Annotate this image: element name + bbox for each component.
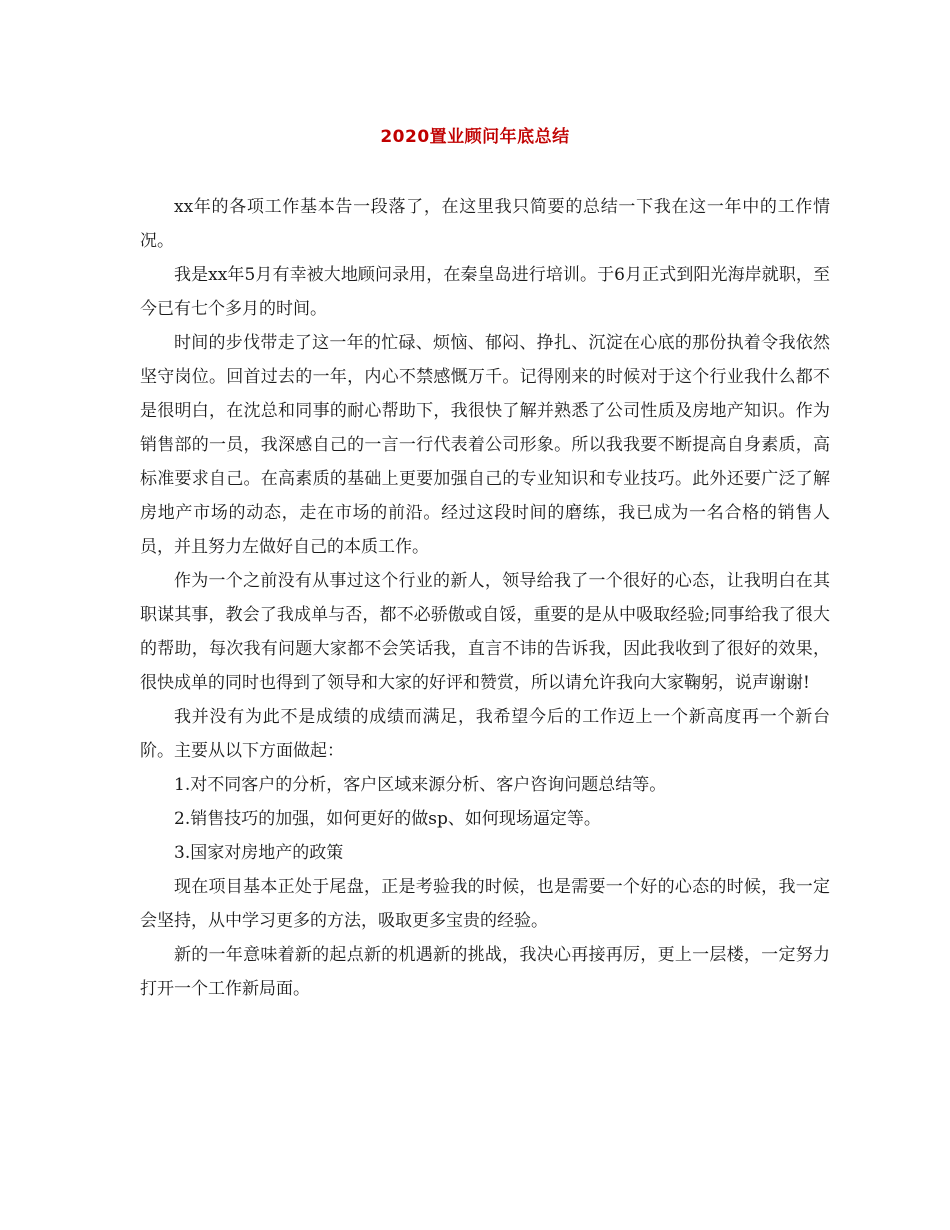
paragraph-7: 新的一年意味着新的起点新的机遇新的挑战，我决心再接再厉，更上一层楼，一定努力打开一个工作新局面。: [140, 945, 830, 999]
list-item-2: 2.销售技巧的加强，如何更好的做sp、如何现场逼定等。: [174, 809, 601, 829]
paragraph-4: 作为一个之前没有从事过这个行业的新人，领导给我了一个很好的心态，让我明白在其职谋其事，教会了我成单与否，都不必骄傲或自馁，重要的是从中吸取经验;同事给我了很大的帮助，每次我有问题大家都不会笑话我，直言不讳的告诉我，因此我收到了很好的效果，很快成单的同时也得到了领导和大家的好评和赞赏，所以请允许我向大家鞠躬，说声谢谢!: [140, 571, 830, 693]
document-body: [140, 190, 830, 1006]
paragraph-3: 时间的步伐带走了这一年的忙碌、烦恼、郁闷、挣扎、沉淀在心底的那份执着令我依然坚守岗位。回首过去的一年，内心不禁感慨万千。记得刚来的时候对于这个行业我什么都不是很明白，在沈总和同事的耐心帮助下，我很快了解并熟悉了公司性质及房地产知识。作为销售部的一员，我深感自己的一言一行代表着公司形象。所以我我要不断提高自身素质，高标准要求自己。在高素质的基础上更要加强自己的专业知识和专业技巧。此外还要广泛了解房地产市场的动态，走在市场的前沿。经过这段时间的磨练，我已成为一名合格的销售人员，并且努力左做好自己的本质工作。: [140, 333, 830, 557]
paragraph-5: 我并没有为此不是成绩的成绩而满足，我希望今后的工作迈上一个新高度再一个新台阶。主要从以下方面做起：: [140, 707, 830, 761]
paragraph-6: 现在项目基本正处于尾盘，正是考验我的时候，也是需要一个好的心态的时候，我一定会坚持，从中学习更多的方法，吸取更多宝贵的经验。: [140, 877, 830, 931]
paragraph-2: 我是xx年5月有幸被大地顾问录用，在秦皇岛进行培训。于6月正式到阳光海岸就职，至今已有七个多月的时间。: [140, 265, 830, 319]
paragraph-1: xx年的各项工作基本告一段落了，在这里我只简要的总结一下我在这一年中的工作情况。: [140, 197, 830, 251]
list-item-3: 3.国家对房地产的政策: [174, 843, 344, 863]
list-item-1: 1.对不同客户的分析，客户区域来源分析、客户咨询问题总结等。: [174, 775, 667, 795]
document-title: 2020置业顾问年底总结: [380, 127, 570, 147]
